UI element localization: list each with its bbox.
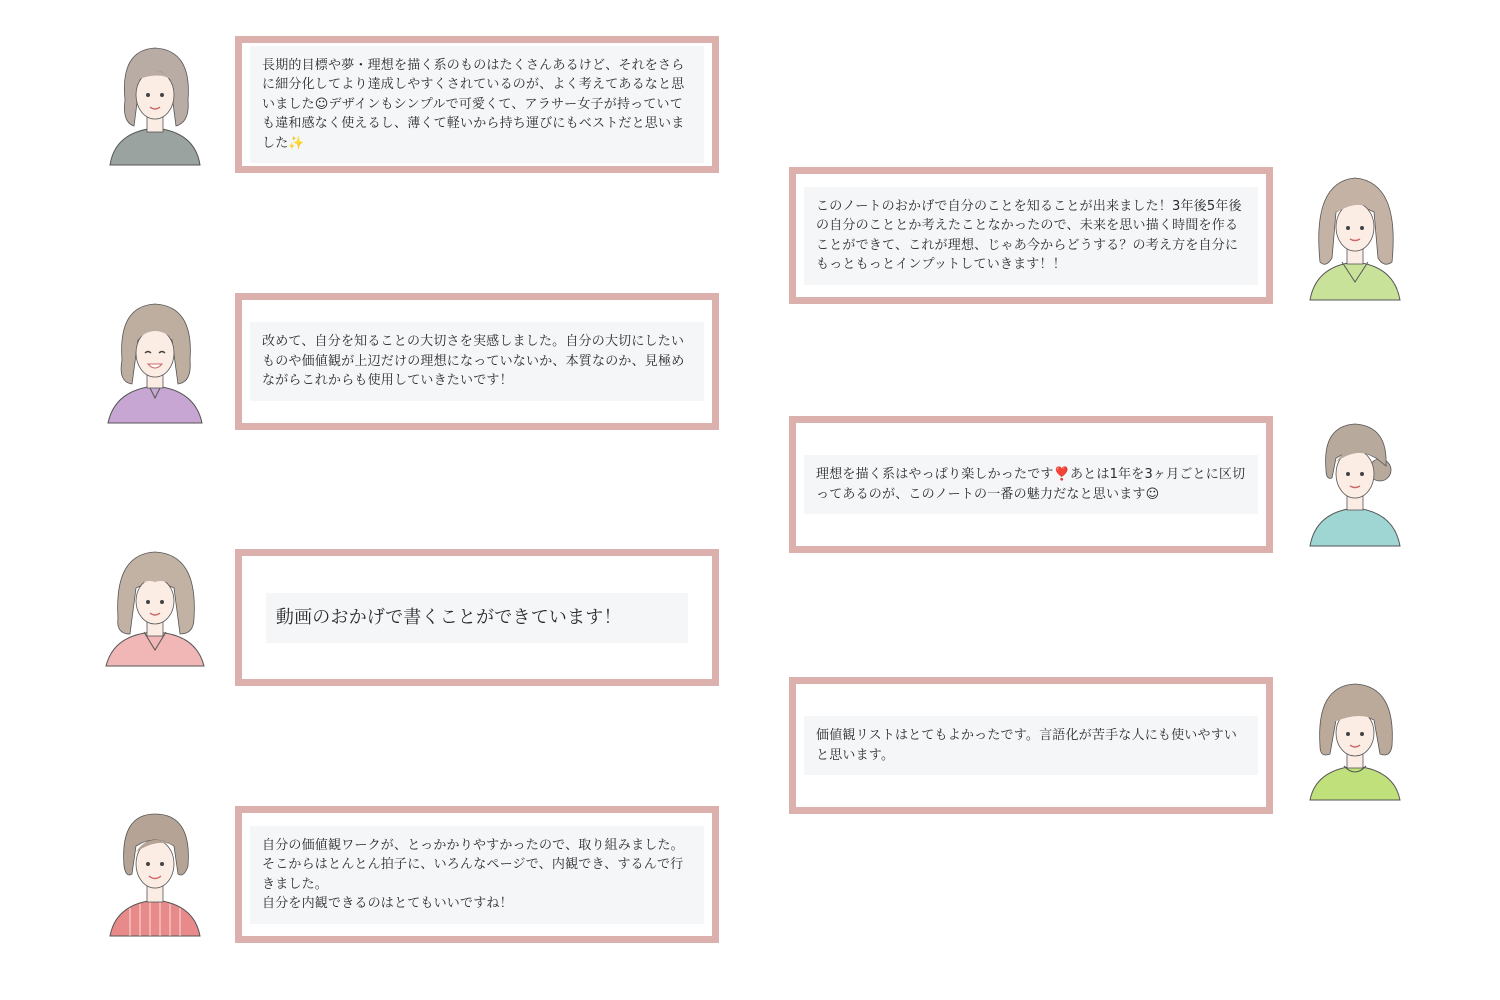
testimonial-text: 改めて、自分を知ることの大切さを実感しました。自分の大切にしたいものや価値観が上辺だけの理想になっていないか、本質なのか、見極めながらこれからも使用していきたいです！ [250,322,704,401]
testimonial-card-6 [789,677,1273,814]
testimonial-text: 動画のおかげで書くことができています！ [266,593,688,643]
reviewer-avatar-1 [100,40,210,170]
woman-avatar-icon [100,298,210,428]
woman-avatar-icon [100,40,210,170]
reviewer-avatar-4 [1300,418,1410,548]
reviewer-avatar-7 [100,808,210,938]
testimonial-text: 価値観リストはとてもよかったです。言語化が苦手な人にも使いやすいと思います。 [804,716,1258,775]
woman-avatar-icon [1300,418,1410,548]
reviewer-avatar-5 [100,548,210,678]
reviewer-avatar-2 [1300,172,1410,302]
testimonial-card-5 [235,549,719,686]
woman-avatar-icon [100,808,210,938]
testimonial-text: 理想を描く系はやっぱり楽しかったです❣️あとは1年を3ヶ月ごとに区切ってあるのが、このノートの一番の魅力だなと思います☺︎ [804,455,1258,514]
testimonial-card-4 [789,416,1273,553]
woman-avatar-icon [1300,172,1410,302]
testimonial-text: 長期的目標や夢・理想を描く系のものはたくさんあるけど、それをさらに細分化してより達成しやすくされているのが、よく考えてあるなと思いました☺︎デザインもシンプルで可愛くて、アラサー女子が持っていても違和感なく使えるし、薄くて軽いから持ち運びにもベストだと思いました✨ [250,46,704,164]
woman-avatar-icon [100,548,210,678]
testimonial-text: 自分の価値観ワークが、とっかかりやすかったので、取り組みました。 そこからはとんとん拍子に、いろんなページで、内観でき、するんで行きました。 自分を内観できるのはとてもいいですね！ [250,826,704,924]
testimonial-card-2 [789,167,1273,304]
reviewer-avatar-6 [1300,680,1410,810]
reviewer-avatar-3 [100,298,210,428]
testimonial-card-1 [235,36,719,173]
testimonial-card-3 [235,293,719,430]
woman-avatar-icon [1300,680,1410,810]
testimonial-text: このノートのおかげで自分のことを知ることが出来ました！3年後5年後の自分のこととか考えたことなかったので、未来を思い描く時間を作ることができて、これが理想、じゃあ今からどうする？の考え方を自分にもっともっとインプットしていきます！！ [804,187,1258,285]
testimonial-card-7 [235,806,719,943]
